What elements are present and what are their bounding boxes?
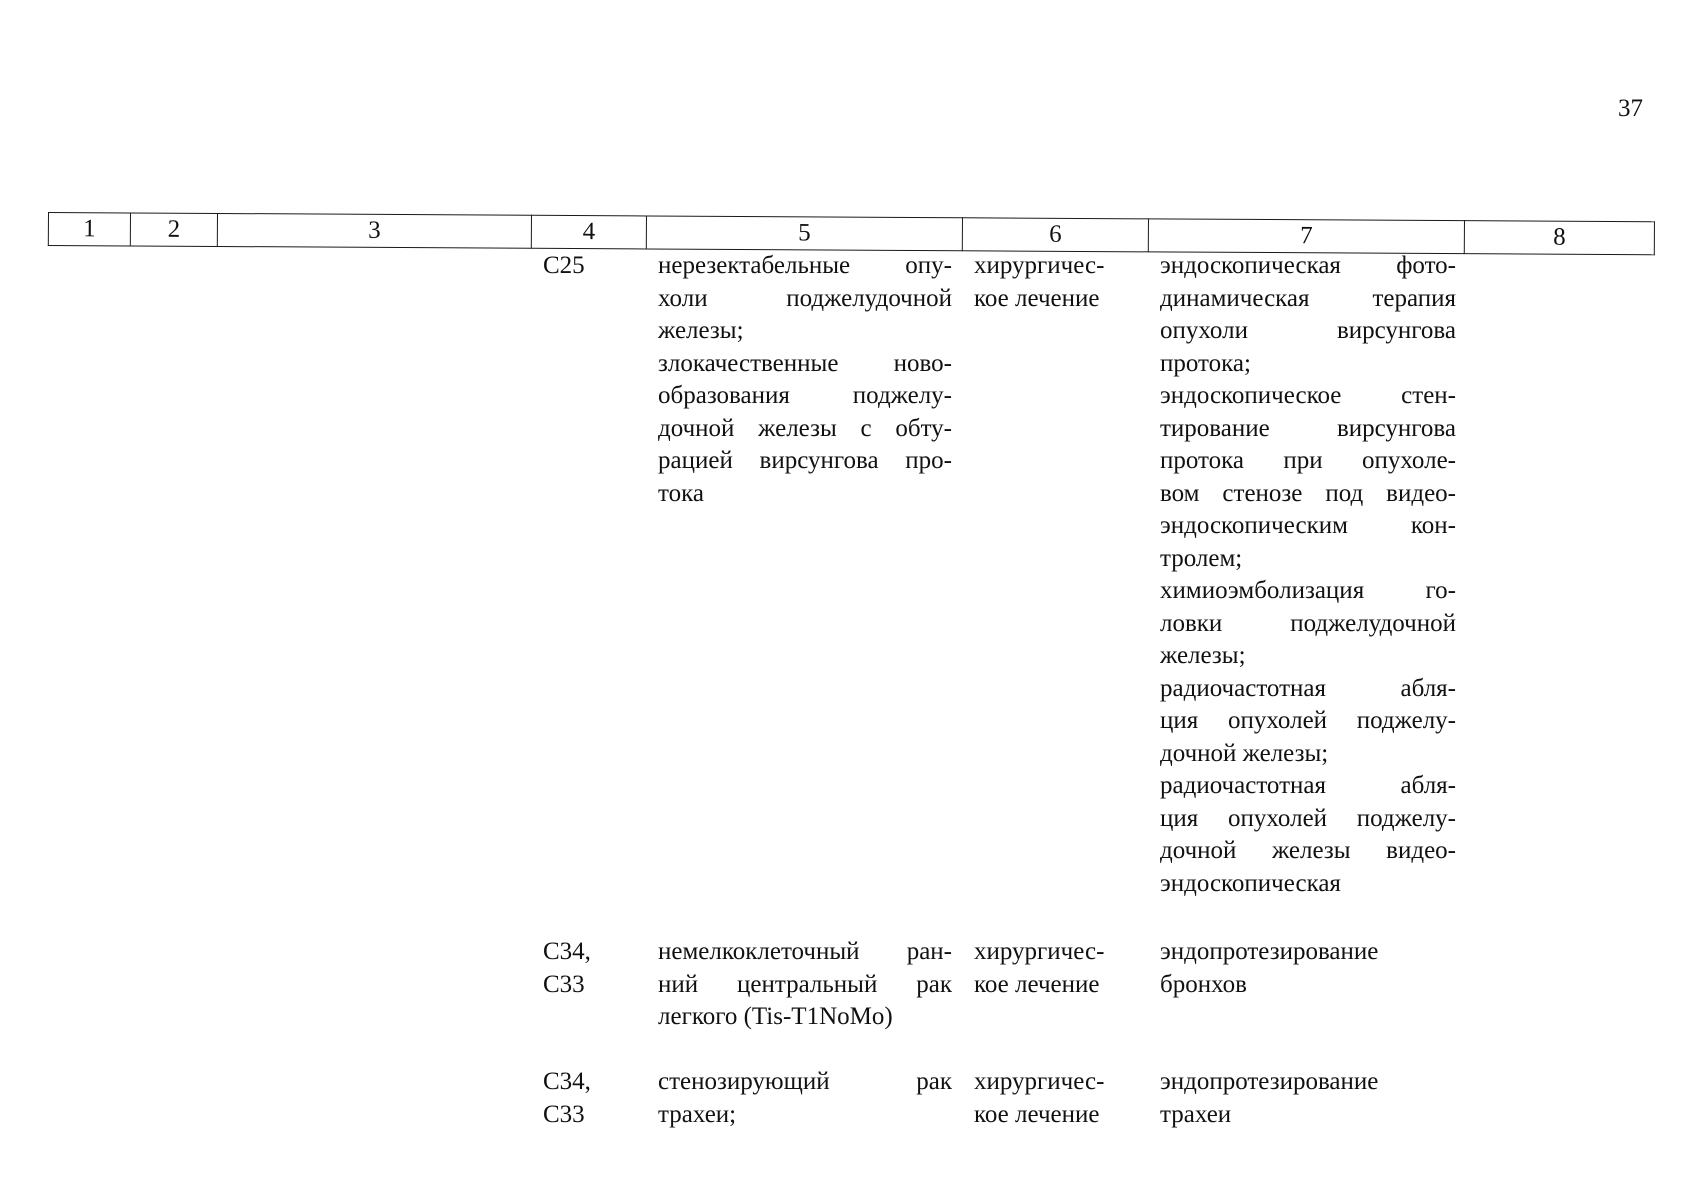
text-line: тока xyxy=(658,479,704,507)
diagnosis-cell xyxy=(658,936,952,1034)
text-line: ний центральный рак xyxy=(658,970,952,998)
text-line: эндоскопическое стен- xyxy=(1160,382,1456,409)
text-line: злокачественные ново- xyxy=(658,349,952,377)
treatment-method-cell xyxy=(1160,250,1456,900)
text-line: кое лечение xyxy=(974,970,1100,998)
column-number-8: 8 xyxy=(1464,221,1654,255)
treatment-type-cell xyxy=(974,1066,1134,1131)
column-number-6: 6 xyxy=(962,218,1148,252)
text-line: железы; xyxy=(658,317,744,344)
column-number-2: 2 xyxy=(130,213,217,247)
text-line: тролем; xyxy=(1160,544,1243,572)
text-line: дочной железы; xyxy=(1160,739,1329,767)
text-line: стенозирующий рак xyxy=(658,1068,952,1095)
text-line: радиочастотная абля- xyxy=(1160,772,1456,799)
text-line: хирургичес- xyxy=(974,252,1105,279)
text-line: ция опухолей поджелу- xyxy=(1160,804,1456,832)
text-line: рацией вирсунгова про- xyxy=(658,447,952,474)
text-line: радиочастотная абля- xyxy=(1160,674,1456,702)
page-number: 37 xyxy=(1618,95,1643,122)
column-number-7: 7 xyxy=(1148,219,1464,254)
text-line: динамическая терапия xyxy=(1160,284,1456,312)
column-number-3: 3 xyxy=(217,213,531,248)
text-line: хирургичес- xyxy=(974,938,1105,965)
text-line: C34, xyxy=(543,1068,591,1095)
text-line: ция опухолей поджелу- xyxy=(1160,707,1456,734)
text-line: холи поджелудочной xyxy=(658,284,952,312)
treatment-method-cell xyxy=(1160,936,1456,1001)
text-line: нерезектабельные опу- xyxy=(658,252,952,279)
text-line: эндоскопическая фото- xyxy=(1160,252,1456,279)
text-line: кое лечение xyxy=(974,1100,1100,1128)
diagnosis-cell xyxy=(658,1066,952,1131)
diagnosis-cell xyxy=(658,250,952,510)
text-line: эндоскопическая xyxy=(1160,869,1341,897)
icd-code-cell xyxy=(543,250,643,283)
text-line: кое лечение xyxy=(974,284,1100,312)
text-line: трахеи xyxy=(1160,1100,1232,1128)
text-line: C34, xyxy=(543,938,591,965)
column-number-5: 5 xyxy=(646,216,962,251)
text-line: C25 xyxy=(543,252,585,279)
treatment-type-cell xyxy=(974,936,1134,1001)
text-line: легкого (Tis-T1NoMo) xyxy=(658,1003,893,1030)
text-line: химиоэмболизация го- xyxy=(1160,577,1456,604)
column-number-1: 1 xyxy=(48,213,130,246)
text-line: дочной железы видео- xyxy=(1160,837,1456,864)
text-line: C33 xyxy=(543,970,585,998)
icd-code-cell xyxy=(543,1066,643,1131)
icd-code-cell xyxy=(543,936,643,1001)
text-line: образования поджелу- xyxy=(658,382,952,409)
column-number-4: 4 xyxy=(531,215,646,249)
text-line: ловки поджелудочной xyxy=(1160,609,1456,637)
text-line: эндопротезирование xyxy=(1160,938,1379,965)
treatment-type-cell xyxy=(974,250,1134,315)
text-line: вом стенозе под видео- xyxy=(1160,479,1456,507)
text-line: опухоли вирсунгова xyxy=(1160,317,1456,344)
column-number-header xyxy=(48,212,1655,255)
text-line: трахеи; xyxy=(658,1100,737,1128)
text-line: дочной железы с обту- xyxy=(658,414,952,442)
text-line: эндоскопическим кон- xyxy=(1160,512,1456,539)
text-line: протока при опухоле- xyxy=(1160,447,1456,474)
text-line: хирургичес- xyxy=(974,1068,1105,1095)
treatment-method-cell xyxy=(1160,1066,1456,1131)
text-line: протока; xyxy=(1160,349,1251,377)
text-line: C33 xyxy=(543,1100,585,1128)
text-line: тирование вирсунгова xyxy=(1160,414,1456,442)
text-line: железы; xyxy=(1160,642,1246,669)
text-line: бронхов xyxy=(1160,970,1247,998)
text-line: немелкоклеточный ран- xyxy=(658,938,952,965)
text-line: эндопротезирование xyxy=(1160,1068,1379,1095)
